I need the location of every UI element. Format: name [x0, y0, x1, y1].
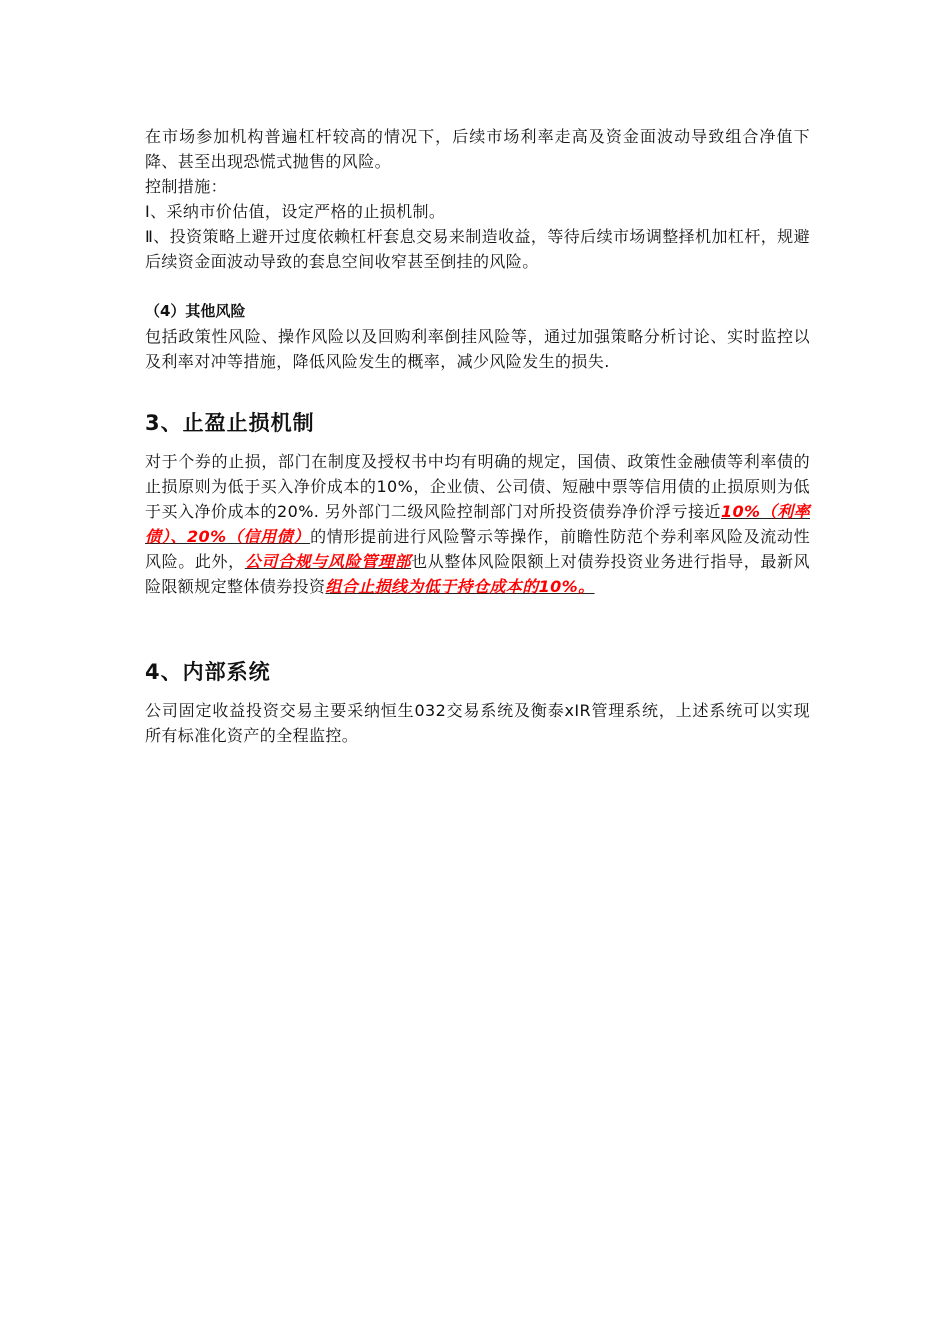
- leverage-risk-description: 在市场参加机构普遍杠杆较高的情况下，后续市场利率走高及资金面波动导致组合净值下降、甚至出现恐慌式抛售的风险。: [145, 127, 810, 171]
- section-4-paragraph: 公司固定收益投资交易主要采纳恒生032交易系统及衡泰xIR管理系统，上述系统可以实现所有标准化资产的全程监控。: [145, 701, 810, 745]
- control-measure-2: Ⅱ、投资策略上避开过度依赖杠杆套息交易来制造收益，等待后续市场调整择机加杠杆，规避后续资金面波动导致的套息空间收窄甚至倒挂的风险。: [145, 227, 810, 271]
- section-3-highlight-stop-loss: 组合止损线为低于持仓成本的10%。: [325, 577, 595, 596]
- section-3-highlight-threshold: 10%（利率债）、20%（信用债）: [145, 502, 810, 546]
- other-risk-title: （4）其他风险: [145, 302, 246, 320]
- section-3-heading: 3、止盈止损机制: [145, 411, 315, 435]
- section-3-highlight-department: 公司合规与风险管理部: [244, 552, 412, 571]
- section-4-heading: 4、内部系统: [145, 660, 271, 684]
- control-measure-1: Ⅰ、采纳市价估值，设定严格的止损机制。: [145, 202, 446, 221]
- section-3-text-3: 也从整体风险限额上对债券投资业务进行指导，最新风险限额规定整体债券投资: [145, 552, 810, 596]
- control-measures-label: 控制措施：: [145, 177, 228, 196]
- section-3-text-2: 的情形提前进行风险警示等操作，前瞻性防范个券利率风险及流动性风险。此外，: [145, 527, 810, 571]
- other-risk-description: 包括政策性风险、操作风险以及回购利率倒挂风险等，通过加强策略分析讨论、实时监控以及利率对冲等措施，降低风险发生的概率，减少风险发生的损失.: [145, 327, 810, 371]
- section-3-text-1: 对于个券的止损，部门在制度及授权书中均有明确的规定，国债、政策性金融债等利率债的止损原则为低于买入净价成本的10%，企业债、公司债、短融中票等信用债的止损原则为低于买入净价成本的20%. 另外部门二级风险控制部门对所投资债券净价浮亏接近: [145, 452, 810, 521]
- section-3-paragraph: [145, 449, 810, 599]
